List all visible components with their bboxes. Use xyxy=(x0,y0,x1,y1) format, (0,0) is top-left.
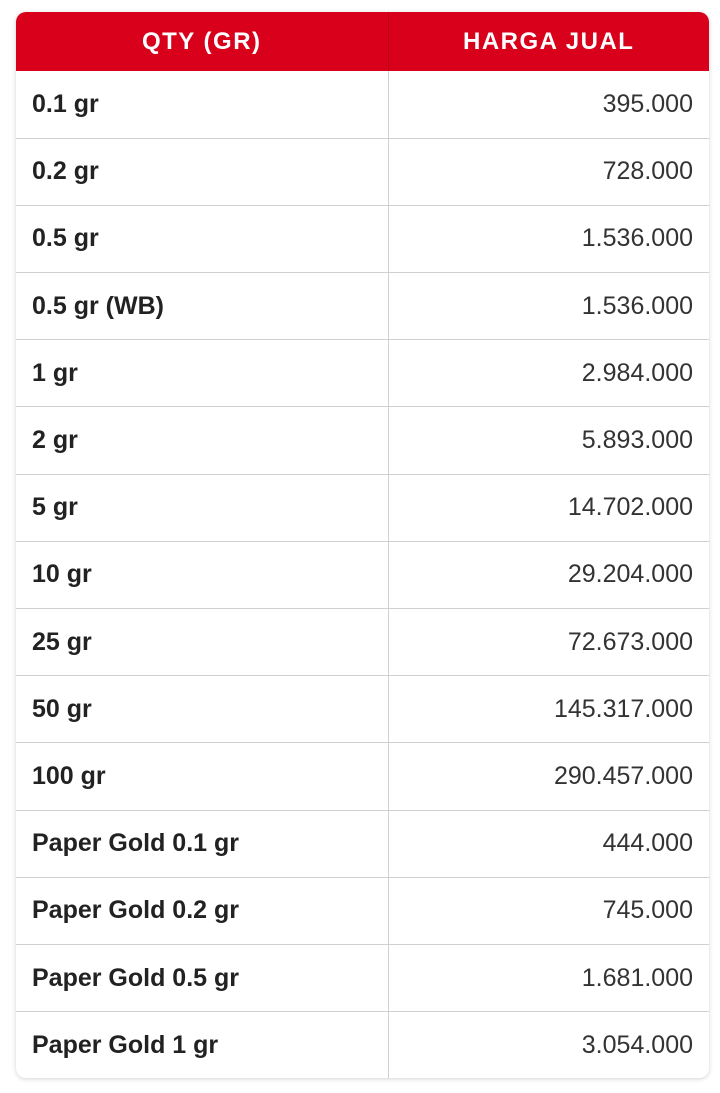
qty-cell: Paper Gold 0.2 gr xyxy=(16,877,388,944)
table-row xyxy=(16,541,709,608)
qty-cell: 100 gr xyxy=(16,743,388,810)
qty-cell: 0.1 gr xyxy=(16,71,388,138)
qty-cell: 50 gr xyxy=(16,676,388,743)
table-row xyxy=(16,138,709,205)
table-row xyxy=(16,609,709,676)
table-row xyxy=(16,944,709,1011)
qty-cell: 1 gr xyxy=(16,340,388,407)
qty-cell: 0.5 gr (WB) xyxy=(16,273,388,340)
table-header-row xyxy=(16,12,709,71)
price-cell: 745.000 xyxy=(388,877,709,944)
qty-cell: 0.5 gr xyxy=(16,205,388,272)
table-header xyxy=(16,12,709,71)
price-cell: 1.536.000 xyxy=(388,273,709,340)
table-row xyxy=(16,205,709,272)
price-cell: 2.984.000 xyxy=(388,340,709,407)
price-cell: 29.204.000 xyxy=(388,541,709,608)
table-row xyxy=(16,676,709,743)
table-row xyxy=(16,273,709,340)
table-row xyxy=(16,474,709,541)
price-cell: 3.054.000 xyxy=(388,1012,709,1078)
price-cell: 5.893.000 xyxy=(388,407,709,474)
price-cell: 14.702.000 xyxy=(388,474,709,541)
price-cell: 395.000 xyxy=(602,89,693,118)
column-header-price: HARGA JUAL xyxy=(463,27,635,55)
table-row xyxy=(16,407,709,474)
price-cell: 728.000 xyxy=(388,138,709,205)
table-row xyxy=(16,71,709,138)
table-row xyxy=(16,877,709,944)
qty-cell: 5 gr xyxy=(16,474,388,541)
price-cell: 72.673.000 xyxy=(388,609,709,676)
qty-cell: 10 gr xyxy=(16,541,388,608)
price-table xyxy=(16,12,709,1078)
column-header-qty: QTY (GR) xyxy=(16,12,388,71)
price-cell: 1.536.000 xyxy=(388,205,709,272)
qty-cell: Paper Gold 0.5 gr xyxy=(16,944,388,1011)
qty-cell: 0.2 gr xyxy=(16,138,388,205)
table-row xyxy=(16,340,709,407)
price-cell: 444.000 xyxy=(388,810,709,877)
qty-cell: 2 gr xyxy=(16,407,388,474)
qty-cell: Paper Gold 1 gr xyxy=(16,1012,388,1078)
table-row xyxy=(16,743,709,810)
table-body xyxy=(16,71,709,1078)
table-row xyxy=(16,1012,709,1078)
qty-cell: 25 gr xyxy=(16,609,388,676)
price-cell: 1.681.000 xyxy=(388,944,709,1011)
price-cell: 290.457.000 xyxy=(388,743,709,810)
qty-cell: Paper Gold 0.1 gr xyxy=(16,810,388,877)
price-table-card xyxy=(16,12,709,1078)
table-row xyxy=(16,810,709,877)
price-cell: 145.317.000 xyxy=(388,676,709,743)
